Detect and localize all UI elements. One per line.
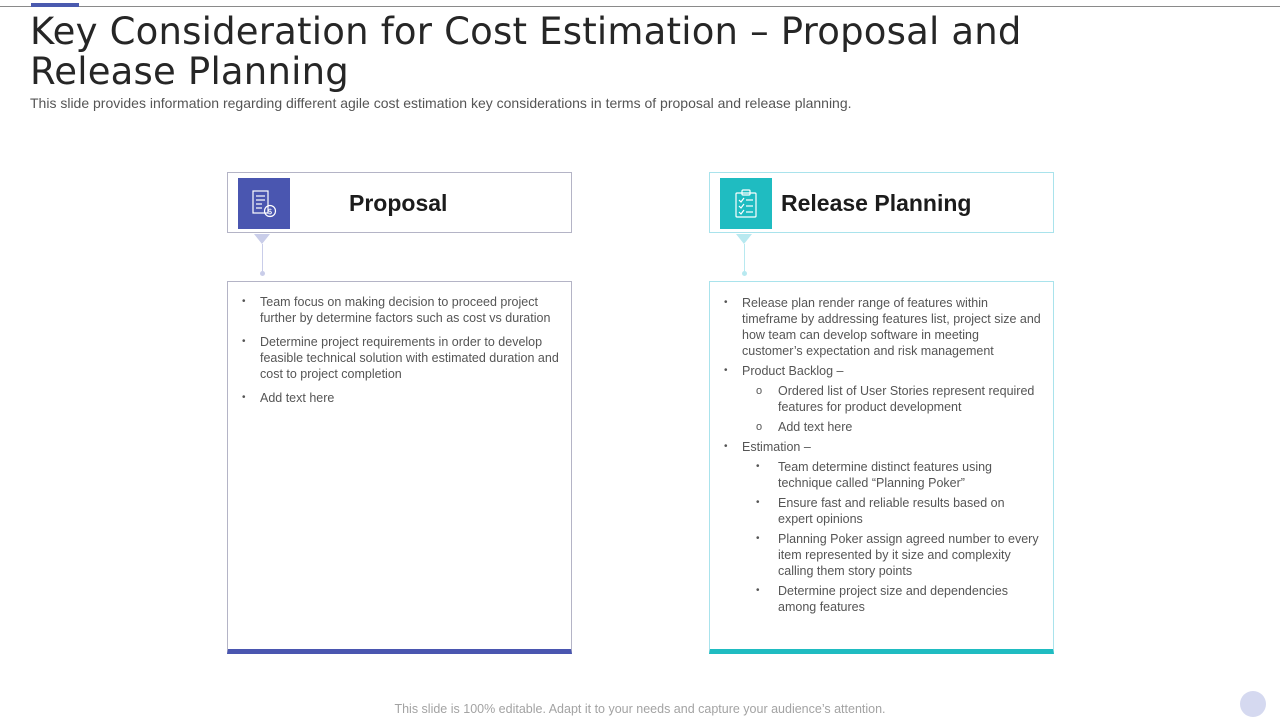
proposal-connector-dot xyxy=(260,271,265,276)
slide-footer-note: This slide is 100% editable. Adapt it to your needs and capture your audience’s attention. xyxy=(394,702,886,716)
list-item: • Release plan render range of features within timeframe by addressing features list, project size and how team can develop software in meeting customer’s expectation and risk management xyxy=(724,295,1042,359)
release-header-card xyxy=(709,172,1054,233)
top-divider-line xyxy=(0,6,1280,7)
slide-subtitle: This slide provides information regarding different agile cost estimation key considerations in terms of proposal and release planning. xyxy=(30,95,852,111)
list-item: o Add text here xyxy=(742,419,1042,435)
release-bullet-list xyxy=(724,295,1042,619)
release-connector-dot xyxy=(742,271,747,276)
list-item xyxy=(724,439,1042,615)
list-item: • Team determine distinct features using technique called “Planning Poker” xyxy=(742,459,1042,491)
release-heading: Release Planning xyxy=(781,190,972,216)
list-item: • Ensure fast and reliable results based on expert opinions xyxy=(742,495,1042,527)
list-item: • Determine project size and dependencies among features xyxy=(742,583,1042,615)
list-item: o Ordered list of User Stories represent required features for product development xyxy=(742,383,1042,415)
backlog-label: Product Backlog – xyxy=(742,364,844,378)
proposal-bullet-list xyxy=(242,294,560,414)
top-accent-bar xyxy=(31,3,79,7)
list-item: • Determine project requirements in order to develop feasible technical solution with estimated duration and cost to project completion xyxy=(242,334,560,382)
release-connector-line xyxy=(744,244,745,272)
svg-text:$: $ xyxy=(267,206,273,216)
list-item: • Team focus on making decision to proceed project further by determine factors such as cost vs duration xyxy=(242,294,560,326)
release-body-card xyxy=(709,281,1054,654)
proposal-header-card xyxy=(227,172,572,233)
clipboard-checklist-icon xyxy=(720,178,772,229)
backlog-sublist xyxy=(742,383,1042,435)
proposal-body-card xyxy=(227,281,572,654)
slide-title: Key Consideration for Cost Estimation – Proposal and Release Planning xyxy=(30,10,1022,93)
page-indicator-dot xyxy=(1240,691,1266,717)
list-item: • Add text here xyxy=(242,390,560,406)
list-item: • Planning Poker assign agreed number to every item represented by it size and complexity calling them story points xyxy=(742,531,1042,579)
list-item xyxy=(724,363,1042,435)
estimation-sublist xyxy=(742,459,1042,615)
release-pointer xyxy=(736,234,752,244)
proposal-connector-line xyxy=(262,244,263,272)
invoice-dollar-icon xyxy=(238,178,290,229)
proposal-heading: Proposal xyxy=(349,190,448,216)
proposal-pointer xyxy=(254,234,270,244)
estimation-label: Estimation – xyxy=(742,440,811,454)
